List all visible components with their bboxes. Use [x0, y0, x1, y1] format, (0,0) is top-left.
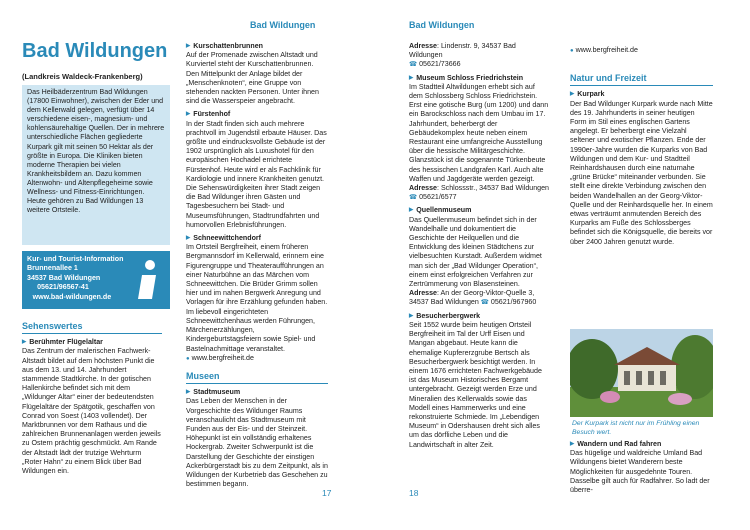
kurpark-photo	[570, 329, 713, 417]
column-4	[570, 46, 713, 251]
page-title: Bad Wildungen	[22, 40, 168, 62]
page-number-right: 18	[409, 488, 419, 498]
text-quellenmuseum: Das Quellenmuseum befindet sich in der Wandelhalle und dokumentiert die Geschichte der Heilquellen und die Entwicklung des kleinen Städtchens zur vielbesuchten Kurstadt. Außerdem widmet man sich der „Bad Wildunger Operation“, einem einst erfolgreichen Verfahren zur Zertrümmerung von Blasensteinen.	[409, 215, 542, 289]
heading-kurpark: ▶ Kurpark	[570, 90, 713, 99]
section-natur: Natur und Freizeit	[570, 74, 713, 86]
text-schloss: Im Stadtteil Altwildungen erhebt sich auf dem Schlossberg Schloss Friedrichstein. Erst eine gotische Burg (um 1200) und dann ein Barockschloss nach dem Umbau im 17. Jahrhundert, beherbergt der Gebäudekomplex heute neben einem Restaurant eine umfangreiche Ausstellung über die hessische Militärgeschichte. Glanzstück ist die sogenannte Türkenbeute des hessischen Landgrafen Karl. Auch alte Waffen und Jagdgeräte werden gezeigt.	[409, 82, 549, 183]
heading-quellenmuseum: ▶ Quellenmuseum	[409, 206, 549, 215]
text-wandern: Das hügelige und waldreiche Umland Bad Wildungens bietet Wanderern beste Möglichkeiten für ausgedehnte Touren. Dasselbe gilt auch für Radfahrer. So ladt der überre-	[570, 449, 710, 495]
text-kurschattenbrunnen: Auf der Promenade zwischen Altstadt und Kurviertel steht der Kurschattenbrunnen. Den Mittelpunkt der Anlage bildet der „Menschenknoten“, eine Gruppe von stehenden nackten Personen. Unter ihnen sind die Wasserspeier angebracht.	[186, 51, 319, 106]
heading-fuerstenhof: ▶ Fürstenhof	[186, 110, 328, 119]
address-label: Adresse	[409, 289, 437, 298]
section-sehenswertes: Sehenswertes	[22, 322, 162, 334]
info-icon	[132, 259, 164, 303]
column-4-bottom	[570, 440, 713, 499]
quellen-address	[409, 289, 549, 307]
info-city: 34537 Bad Wildungen	[27, 273, 101, 282]
heading-schneewittchendorf: ▶ Schneewittchendorf	[186, 234, 328, 243]
text-schneewittchendorf: Im Ortsteil Bergfreiheit, einem früheren Bergmannsdorf im Kellerwald, erinnern eine Figurengruppe und Theateraufführungen an einer Naturbühne an das Märchen vom Schneewittchen. Die Brüder Grimm sollen hier und im nahen Bergwerk Anregung und Vorlagen für ihre Erzählung gefunden haben. Im liebevoll eingerichteten Schneewittchenhaus werden Führungen, Märchenerzählungen, Kindergeburtstagsfeiern sowie Spiel- und Bastelnachmittage veranstaltet.	[186, 243, 328, 353]
heading-besucherbergwerk: ▶ Besucherbergwerk	[409, 312, 549, 321]
text-stadtmuseum: Das Leben der Menschen in der Vorgeschichte des Wildunger Raums veranschaulicht das Stadtmuseum mit Funden aus der Eis- und der Steinzeit. Höhepunkt ist ein vollständig erhaltenes Hockergrab. Zweiter Schwerpunkt ist die Darstellung der Geschichte der einstigen Ackerbürgerstadt bis zu dem Zeitpunkt, als in Wildungen der Kurbetrieb das Geschehen zu bestimmen begann.	[186, 397, 328, 489]
column-2	[186, 42, 328, 493]
web-besucherbergwerk[interactable]: ● www.bergfreiheit.de	[570, 46, 713, 56]
heading-stadtmuseum: ▶ Stadtmuseum	[186, 388, 328, 397]
text-kurpark: Der Bad Wildunger Kurpark wurde nach Mitte des 19. Jahrhunderts in seiner heutigen Form im Stil eines englischen Gartens angelegt. Er beherbergt eine Vielzahl seltener und exotischer Pflanzen. Ende der 1990er-Jahre wurden die Kurparks von Bad Wildungen und dem Kur- und Stadtteil Reinhardshausen durch eine naturnahe „grüne Brücke“ miteinander verbunden. Sie stellt eine direkte Verbindung zwischen den beiden Wandelhallen an der Georg-Viktor-Quelle und der Reinhardsquelle her. In einem etwas verträumt anmutenden Bereich des Kurparks am Fuße des Schlossberges befindet sich die Königsquelle, die bereits vor über 2400 Jahren genutzt wurde.	[570, 99, 713, 246]
heading-wandern: ▶ Wandern und Rad fahren	[570, 440, 713, 449]
heading-schloss: ▶ Museum Schloss Friedrichstein	[409, 74, 549, 83]
page-subtitle: (Landkreis Waldeck-Frankenberg)	[22, 72, 143, 81]
web-schneewittchendorf[interactable]: ● www.bergfreiheit.de	[186, 354, 328, 364]
photo-caption: Der Kurpark ist nicht nur im Frühling einen Besuch wert.	[572, 420, 700, 436]
running-head-right: Bad Wildungen	[409, 20, 475, 30]
column-3	[409, 42, 549, 454]
schloss-address	[409, 184, 549, 193]
address-value: : Schlossstr., 34537 Bad Wildungen	[437, 184, 549, 193]
address-label: Adresse	[409, 184, 437, 193]
stadtmuseum-address	[409, 42, 549, 60]
text-fuerstenhof: In der Stadt finden sich auch mehrere prachtvoll im Jugendstil erbaute Häuser. Das größte und eindrucksvollste Gebäude ist der 1902 ursprünglich als Luxushotel für den europäischen Hochadel errichtete Fürstenhof. Heute wird er als Fachklinik für Kardiologie und innere Krankheiten genutzt. Die Sehenswürdigkeiten ihrer Stadt zeigen die Bad Wildunger ihren Gästen und Tagesbesuchern bei Stadt- und Museumsführungen, Stadtrundfahrten und humorvollen Erlebnisführungen.	[186, 119, 327, 229]
quellen-phone: ☎ 05621/967960	[481, 298, 536, 306]
intro-box: Das Heilbäderzentrum Bad Wildungen (17800 Einwohner), zwischen der Eder und dem Kellerwald gelegen, verfügt über 14 verschiedene eisen-, magnesium- und kohlensäurehaltige Quellen. Der in mehrere unterschiedliche Flächen gegliederte Kurpark gilt mit seinen 50 Hektar als der größte in Europa. Die Kliniken bieten moderne Therapien bei vielen Krankheitsbildern an. Dazu kommen Altenwohn- und Altenpflegeheime sowie Wellness- und Fitness-Einrichtungen. Heute gehören zu Bad Wildungen 13 weitere Ortsteile.	[22, 85, 170, 245]
info-name: Kur- und Tourist-Information	[27, 255, 124, 263]
heading-fluegelaltar: ▶ Berühmter Flügelaltar	[22, 338, 162, 347]
page-number-left: 17	[322, 488, 332, 498]
running-head-left: Bad Wildungen	[250, 20, 316, 30]
address-value: : An der Georg-Viktor-Quelle 3, 34537 Bad Wildungen	[409, 289, 535, 307]
info-phone: ☎ 05621/96567-41	[27, 283, 165, 292]
column-1	[22, 322, 162, 480]
info-web[interactable]: ● www.bad-wildungen.de	[27, 293, 165, 303]
text-besucherbergwerk: Seit 1552 wurde beim heutigen Ortsteil Bergfreiheit im Tal der Urff Eisen und Mangan abgebaut. Heute kann die ehemalige Kupfererzgrube Bertsch als Besucherbergwerk besichtigt werden. In einem 1676 errichteten Fachwerkgebäude ist das Museum Historisches Bergamt untergebracht. Gezeigt werden Erze und Mineralien des Kellerwalds sowie das Modell eines Hammerwerks und eine rekonstruierte Schmiede. Im „Lebendigen Museum“ in Odershausen dreht sich alles um das dörfliche Leben und die Landwirtschaft in alter Zeit.	[409, 320, 542, 449]
stadtmuseum-phone: ☎ 05621/73666	[409, 60, 549, 69]
info-street: Brunnenallee 1	[27, 264, 78, 273]
heading-kurschattenbrunnen: ▶ Kurschattenbrunnen	[186, 42, 328, 51]
text-fluegelaltar: Das Zentrum der malerischen Fachwerk-Altstadt bildet auf dem höchsten Punkt die aus dem 13. und 14. Jahrhundert stammende Stadtkirche. In der gotischen Hallenkirche befindet sich mit dem „Wildunger Altar“ einer der bedeutendsten Flügelaltäre der Spätgotik, geschaffen von Conrad von Soest (1403 vollendet). Der Marktbrunnen vor dem Rathaus und die zahlreichen Brunnenanlagen werden jeweils zu Ostern prächtig geschmückt. Am Rande der Altstadt lädt der trutzige Wehrturm „Roter Hahn“ zu einem Blick über Bad Wildungen ein.	[22, 347, 161, 476]
address-value: : Lindenstr. 9, 34537 Bad Wildungen	[409, 42, 516, 60]
section-museen: Museen	[186, 372, 328, 384]
address-label: Adresse	[409, 42, 437, 50]
info-box	[22, 251, 170, 309]
schloss-phone: ☎ 05621/6577	[409, 193, 549, 202]
